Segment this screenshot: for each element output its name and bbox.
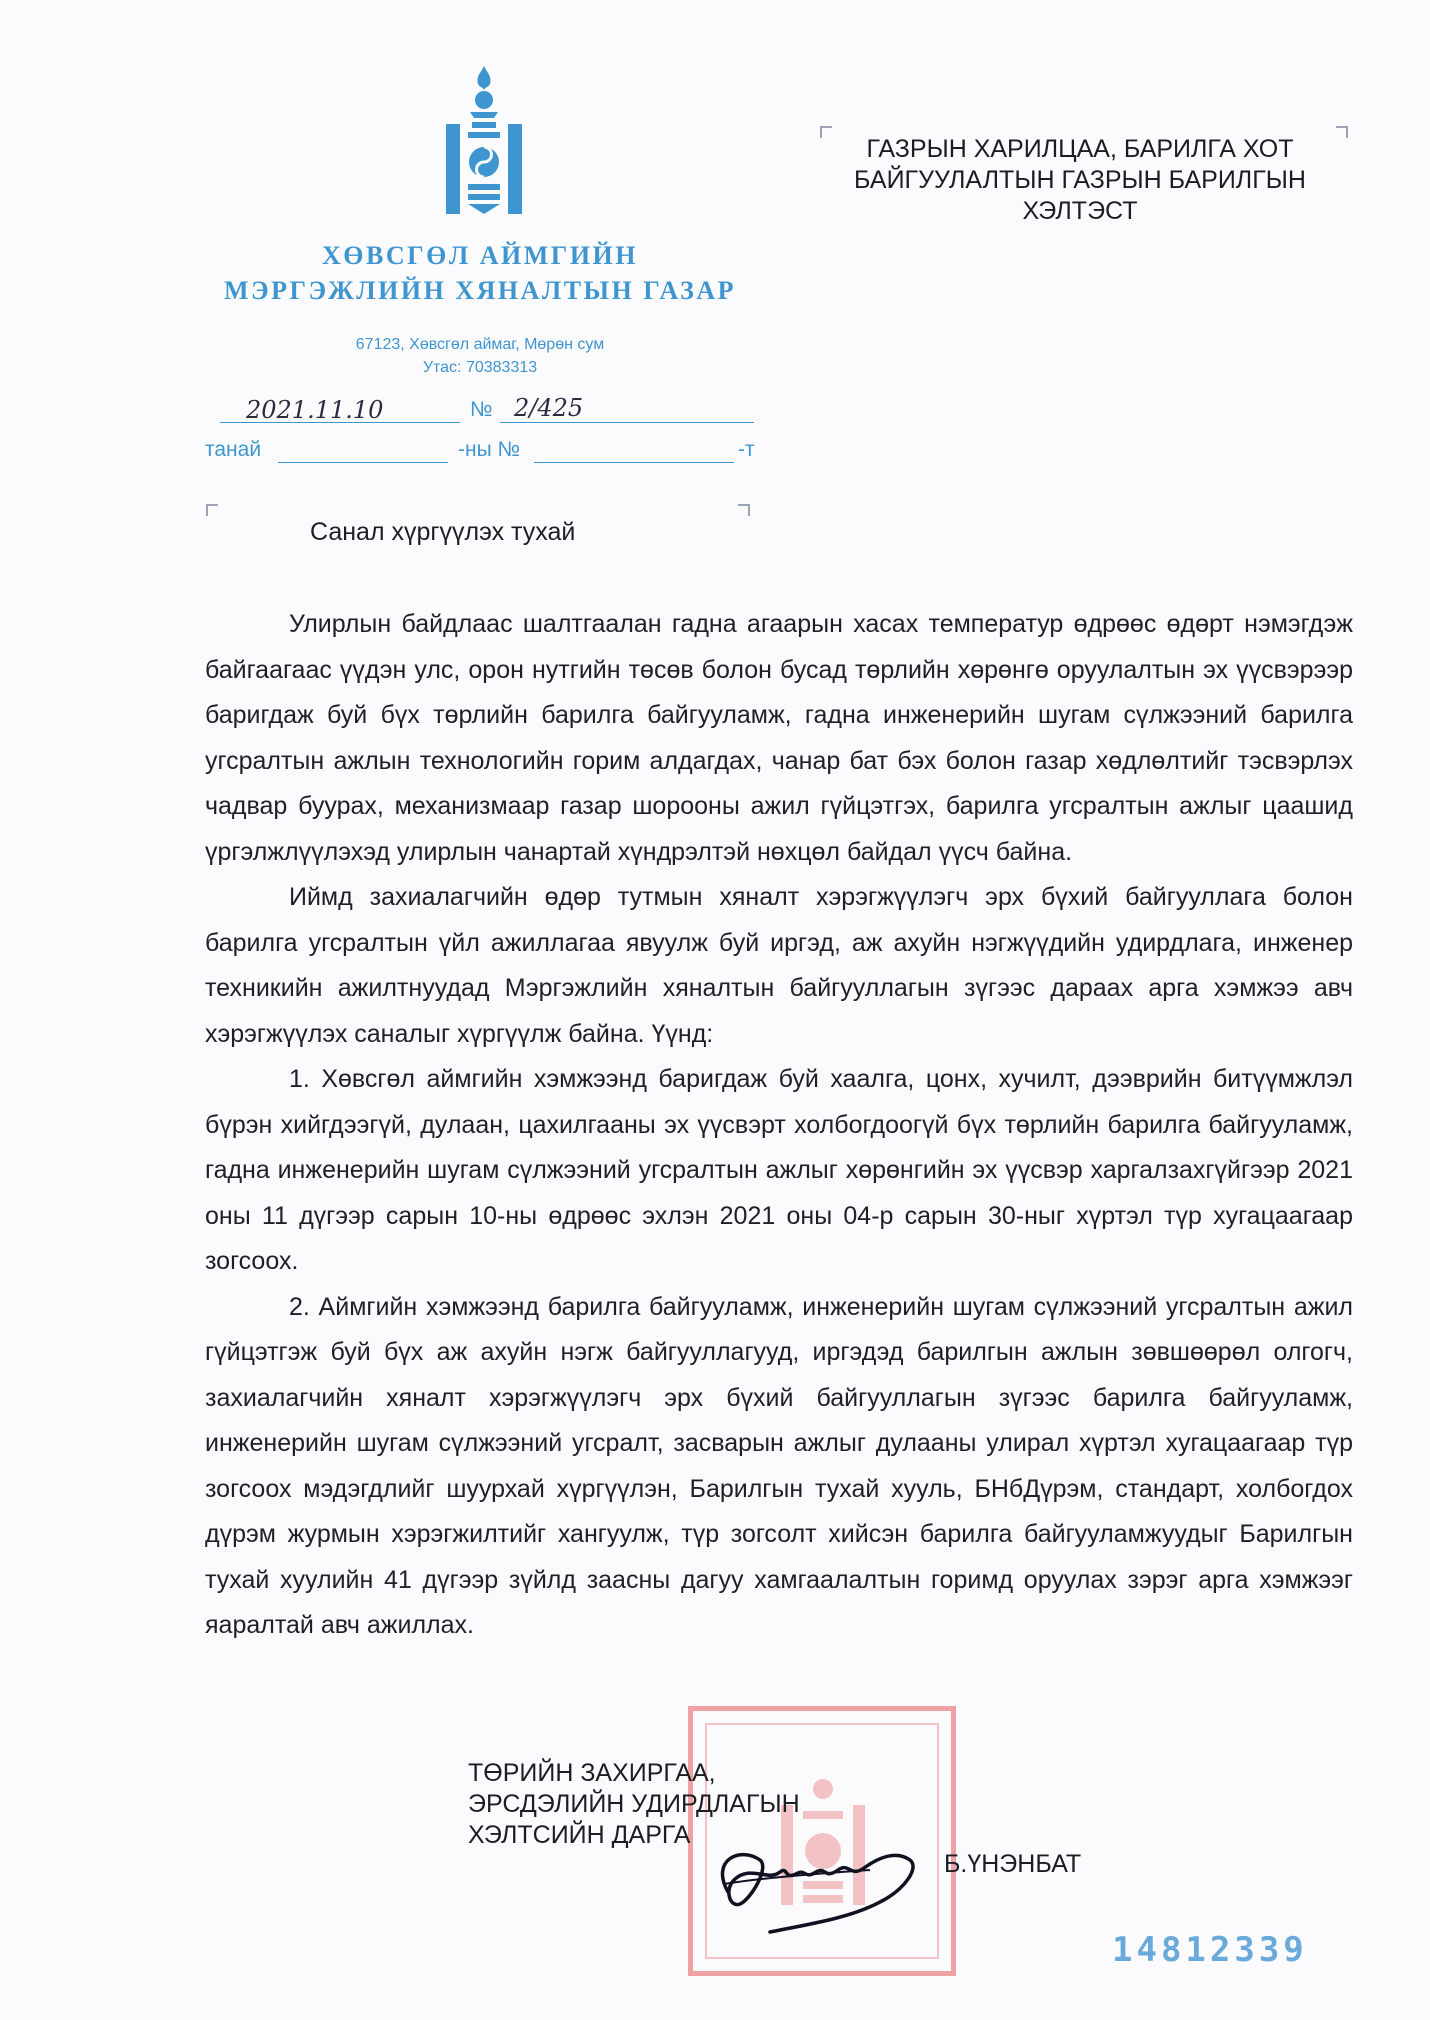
registration-number: 14812339 (1112, 1930, 1308, 1970)
body-paragraph-2: Иймд захиалагчийн өдөр тутмын хяналт хэрэгжүүлэгч эрх бүхий байгууллага болон барилга угсралтын үйл ажиллагаа явуулж буй иргэд, аж ахуйн нэгжүүдийн удирдлага, инженер техникийн ажилтнуудад Мэргэжлийн хяналтын байгууллагын зүгээс дараах арга хэмжээ авч хэрэгжүүлэх саналыг хүргүүлж байна. Үүнд: (205, 883, 1353, 1048)
signatory-title-line1: ТӨРИЙН ЗАХИРГАА, (468, 1759, 716, 1787)
recipient-line2: БАЙГУУЛАЛТЫН ГАЗРЫН БАРИЛГЫН (854, 166, 1306, 194)
reference-suffix: -т (738, 438, 755, 461)
recipient-block (820, 134, 1340, 227)
letter-number: 2/425 (514, 394, 584, 422)
recipient-line3: ХЭЛТЭСТ (1022, 197, 1138, 225)
org-name-line1: ХӨВСГӨЛ АЙМГИЙН (321, 241, 638, 270)
letter-body (205, 602, 1353, 1649)
number-underline (500, 422, 754, 423)
your-label: танай (205, 438, 262, 461)
letter-subject: Санал хүргүүлэх тухай (310, 518, 576, 546)
signatory-name: Б.ҮНЭНБАТ (944, 1850, 1082, 1878)
soyombo-emblem-icon (442, 66, 526, 216)
body-paragraph-1: Улирлын байдлаас шалтгаалан гадна агаарын хасах температур өдрөөс өдөрт нэмэгдэж байгаагаас үүдэн улс, орон нутгийн төсөв болон бусад төрлийн хөрөнгө оруулалтын эх үүсвэрээр баригдаж буй бүх төрлийн барилга байгууламж, гадна инженерийн шугам сүлжээний барилга угсралтын ажлын технологийн горим алдагдах, чанар бат бэх болон газар хөдлөлтийг тэсвэрлэх чадвар буурах, механизмаар газар шорооны ажил гүйцэтгэх, барилга угсралтын ажлыг цаашид үргэлжлүүлэхэд улирлын чанартай хүндрэлтэй нөхцөл байдал үүсч байна. (205, 610, 1353, 866)
your-number-underline (534, 462, 734, 463)
number-label: № (470, 398, 493, 421)
signatory-title-line2: ЭРСДЭЛИЙН УДИРДЛАГЫН (468, 1790, 800, 1818)
address-line: 67123, Хөвсгөл аймаг, Мөрөн сум (355, 336, 605, 353)
organization-name (200, 238, 760, 308)
corner-mark-left (206, 504, 218, 516)
your-date-underline (278, 462, 448, 463)
org-name-line2: МЭРГЭЖЛИЙН ХЯНАЛТЫН ГАЗАР (223, 276, 737, 305)
signatory-title-line3: ХЭЛТСИЙН ДАРГА (468, 1821, 691, 1849)
organization-address (280, 333, 680, 379)
phone-line: Утас: 70383313 (422, 359, 538, 376)
your-number-label: -ны № (458, 438, 521, 461)
list-item-1: 1. Хөвсгөл аймгийн хэмжээнд баригдаж буй хаалга, цонх, хучилт, дээврийн битүүмжлэл бүрэн хийгдээгүй, дулаан, цахилгааны эх үүсвэрт холбогдоогүй бүх төрлийн барилга байгууламж, гадна инженерийн шугам сүлжээний угсралтын ажлыг хөрөнгийн эх үүсвэр харгалзахгүйгээр 2021 оны 11 дүгээр сарын 10-ны өдрөөс эхлэн 2021 оны 04-р сарын 30-ныг хүртэл түр хугацаагаар зогсоох. (205, 1065, 1353, 1275)
recipient-line1: ГАЗРЫН ХАРИЛЦАА, БАРИЛГА ХОТ (866, 135, 1294, 163)
corner-mark-right (738, 504, 750, 516)
handwritten-signature-icon (700, 1820, 930, 1940)
letter-date: 2021.11.10 (246, 396, 384, 424)
list-item-2: 2. Аймгийн хэмжээнд барилга байгууламж, инженерийн шугам сүлжээний угсралтын ажил гүйцэтгэж буй бүх аж ахуйн нэгж байгууллагууд, иргэдэд барилгын ажлын зөвшөөрөл олгогч, захиалагчийн хяналт хэрэгжүүлэгч эрх бүхий байгууллагын зүгээс барилга байгууламж, инженерийн шугам сүлжээний угсралт, засварын ажлыг дулааны улирал хүртэл хугацаагаар түр зогсоох мэдэгдлийг шуурхай хүргүүлэн, Барилгын тухай хууль, БНбДүрэм, стандарт, холбогдох дүрэм журмын хэрэгжилтийг хангуулж, түр зогсолт хийсэн барилга байгууламжуудыг Барилгын тухай хуулийн 41 дүгээр зүйлд заасны дагуу хамгаалалтын горимд оруулах зэрэг арга хэмжээг яаралтай авч ажиллах. (205, 1292, 1353, 1639)
